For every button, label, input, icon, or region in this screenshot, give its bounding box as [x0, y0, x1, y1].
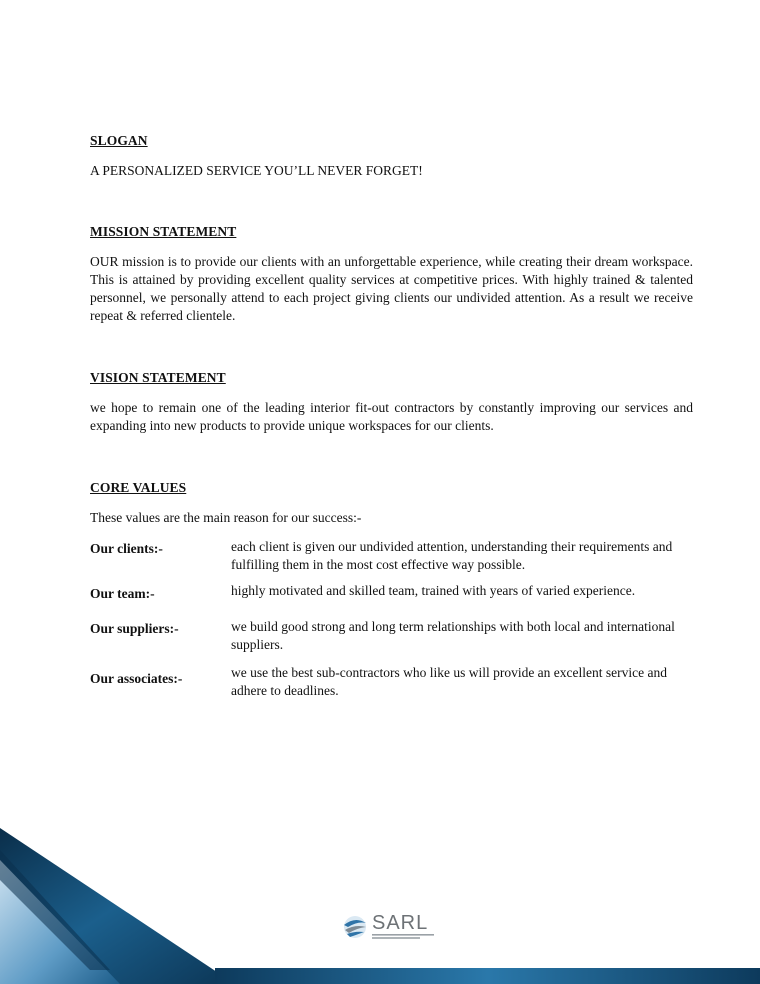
core-value-label: Our suppliers:-	[90, 621, 179, 636]
core-value-label: Our clients:-	[90, 541, 163, 556]
core-value-text: highly motivated and skilled team, trained with years of varied experience.	[231, 583, 636, 598]
vision-heading: VISION STATEMENT	[90, 370, 226, 385]
footer-decoration	[0, 820, 760, 984]
slogan-heading: SLOGAN	[90, 133, 148, 148]
logo-text: SARL	[372, 912, 429, 934]
logo-tagline-lines	[372, 934, 434, 940]
globe-swirl-icon	[340, 912, 370, 942]
core-value-row	[90, 538, 693, 582]
company-logo	[338, 910, 442, 944]
mission-text: OUR mission is to provide our clients with an unforgettable experience, while creating their dream workspace. This is attained by providing excellent quality services at competitive prices. With highly trained & talented personnel, we personally attend to each project giving clients our undivided attention. As a result we receive repeat & referred clientele.	[90, 254, 693, 323]
core-value-row	[90, 618, 693, 664]
slogan-text: A PERSONALIZED SERVICE YOU’LL NEVER FORGET!	[90, 163, 423, 178]
core-value-label: Our associates:-	[90, 671, 183, 686]
core-values-heading: CORE VALUES	[90, 480, 187, 495]
core-value-row	[90, 582, 693, 618]
core-values-intro: These values are the main reason for our success:-	[90, 510, 362, 525]
core-value-text: we build good strong and long term relationships with both local and international suppliers.	[231, 619, 675, 652]
core-value-label: Our team:-	[90, 586, 155, 601]
footer-bar	[215, 968, 760, 984]
core-values-table	[90, 538, 693, 700]
core-value-text: we use the best sub-contractors who like us will provide an excellent service and adhere to deadlines.	[231, 665, 667, 698]
core-value-text: each client is given our undivided attention, understanding their requirements and fulfilling them in the most cost effective way possible.	[231, 539, 673, 572]
mission-heading: MISSION STATEMENT	[90, 224, 237, 239]
vision-text: we hope to remain one of the leading interior fit-out contractors by constantly improving our services and expanding into new products to provide unique workspaces for our clients.	[90, 400, 693, 433]
logo-subtitle-graphic	[372, 934, 434, 941]
core-value-row	[90, 664, 693, 700]
